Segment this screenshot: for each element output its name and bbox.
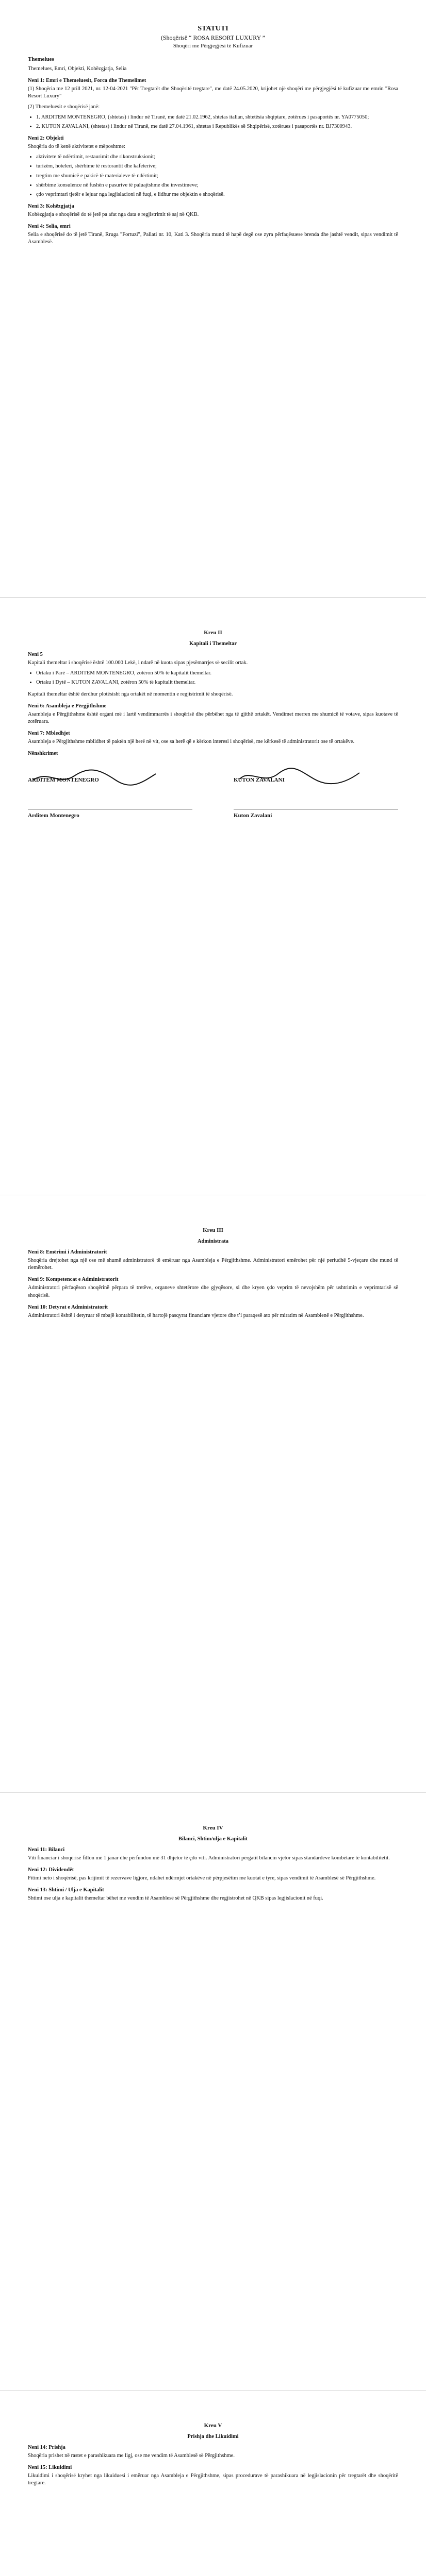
handwritten-signature — [234, 765, 398, 785]
signatures-intro: Nënshkrimet — [28, 751, 58, 757]
neni-6-text: Asambleja e Përgjithshme është organi më i lartë vendimmarrës i shoqërisë dhe përbëhet nga të gjithë ortakët. Vendimet merren me shumicë të votave, sipas kuotave të zotëruara. — [28, 711, 398, 724]
neni-6-title: Neni 6: Asambleja e Përgjithshme — [28, 703, 107, 709]
header-block — [28, 25, 398, 49]
neni-11-title: Neni 11: Bilanci — [28, 1847, 65, 1853]
signature-name: Arditem Montenegro — [28, 812, 79, 819]
neni-8-text: Shoqëria drejtohet nga një ose më shumë administratorë të emëruar nga Asambleja e Përgjithshme. Administratori emërohet për një periudhë 5-vjeçare dhe mund të riemërohet. — [28, 1258, 398, 1271]
neni-7-title: Neni 7: Mbledhjet — [28, 731, 70, 737]
signature-name: Kuton Zavalani — [234, 812, 272, 819]
neni-5-item: • Ortaku i Parë – ARDITEM MONTENEGRO, zotëron 50% të kapitalit themeltar. — [36, 670, 398, 677]
page-2 — [0, 598, 426, 1195]
signature-label: ARDITEM MONTENEGRO — [28, 777, 99, 784]
kreu-2: Kreu II — [204, 630, 222, 636]
neni-15-text: Likuidimi i shoqërisë kryhet nga likuiduesi i emëruar nga Asambleja e Përgjithshme, sipas procedurave të parashikuara në legjislacionin për tregtarët dhe shoqëritë tregtare. — [28, 2473, 398, 2486]
page-3 — [0, 1195, 426, 1793]
founders-header: Themelues — [28, 56, 54, 62]
neni-2-item: • çdo veprimtari tjetër e lejuar nga legjislacioni në fuqi, e lidhur me objektin e shoqërisë. — [36, 191, 398, 198]
doc-company-type: Shoqëri me Përgjegjësi të Kufizuar — [173, 43, 253, 49]
kreu-4: Kreu IV — [203, 1825, 223, 1831]
handwritten-signature — [28, 765, 192, 785]
page-1 — [0, 0, 426, 598]
neni-5-list — [36, 670, 398, 686]
neni-4-text: Selia e shoqërisë do të jetë Tiranë, Rruga "Fortuzi", Pallati nr. 10, Kati 3. Shoqëria mund të hapë degë ose zyra përfaqësuese brenda dhe jashtë vendit, sipas vendimit të Asamblesë. — [28, 232, 398, 245]
neni-12-text: Fitimi neto i shoqërisë, pas krijimit të rezervave ligjore, ndahet ndërmjet ortakëve në përpjesëtim me kuotat e tyre, sipas vendimit të Asamblesë së Përgjithshme. — [28, 1875, 376, 1882]
bilanci-title: Bilanci, Shtim/ulja e Kapitalit — [178, 1836, 248, 1842]
doc-subtitle: (Shoqërisë “ ROSA RESORT LUXURY ” — [160, 34, 266, 41]
company-intro-1: (1) Shoqëria me 12 prill 2021, nr. 12-04-2021 "Për Tregtarët dhe Shoqëritë tregtare", me datë 24.05.2020, krijohet një shoqëri me përgjegjësi të kufizuar me emrin "Rosa Resort Luxury" — [28, 86, 398, 99]
neni-2-item: • turizëm, hoteleri, shërbime të restorantit dhe kafeterive; — [36, 163, 398, 170]
neni-7-text: Asambleja e Përgjithshme mblidhet të paktën një herë në vit, ose sa herë që e kërkon interesi i shoqërisë, me kërkesë të administratorit ose të ortakëve. — [28, 739, 355, 745]
neni-12-title: Neni 12: Dividendët — [28, 1867, 74, 1873]
neni-5-title: Neni 5 — [28, 652, 43, 657]
founder-item: • 1. ARDITEM MONTENEGRO, (shtetas) i lindur në Tiranë, me datë 21.02.1962, shtetas italian, shtetësia shqiptare, zotërues i pasaportës nr. YA0775050; — [36, 114, 398, 121]
prishja-title: Prishja dhe Likuidimi — [187, 2434, 239, 2439]
signature-icon — [234, 765, 368, 786]
signature-row — [28, 777, 398, 819]
neni-2-list — [36, 154, 398, 198]
neni-2-item: • shërbime konsulence në fushën e pasurive të paluajtshme dhe investimeve; — [36, 182, 398, 189]
neni-4-title: Neni 4: Selia, emri — [28, 224, 71, 230]
company-intro-2: (2) Themeluesit e shoqërisë janë: — [28, 104, 100, 110]
doc-title: STATUTI — [198, 25, 228, 32]
signature-label: KUTON ZAVALANI — [234, 777, 285, 784]
administrata-title: Administrata — [197, 1239, 229, 1244]
neni-3-title: Neni 3: Kohëzgjatja — [28, 204, 74, 210]
neni-10-title: Neni 10: Detyrat e Administratorit — [28, 1304, 108, 1310]
page-4 — [0, 1793, 426, 2391]
signature-block — [28, 777, 192, 819]
neni-2-text: Shoqëria do të kenë aktivitetet e mëposhtme: — [28, 144, 125, 150]
signature-icon — [28, 765, 162, 786]
founder-item: • 2. KUTON ZAVALANI, (shtetas) i lindur në Tiranë, me datë 27.04.1961, shtetas i Republikës së Shqipërisë, zotërues i pasaportës nr. BJ7300943. — [36, 123, 398, 130]
neni-5-text-2: Kapitali themeltar është derdhur plotësisht nga ortakët në momentin e regjistrimit të shoqërisë. — [28, 691, 233, 697]
page-5 — [0, 2391, 426, 2576]
kapitali-title: Kapitali i Themeltar — [189, 641, 237, 647]
neni-5-item: • Ortaku i Dytë – KUTON ZAVALANI, zotëron 50% të kapitalit themeltar. — [36, 679, 398, 686]
neni-15-title: Neni 15: Likuidimi — [28, 2465, 72, 2471]
neni-2-item: • tregtim me shumicë e pakicë të materialeve të ndërtimit; — [36, 173, 398, 180]
kreu-5: Kreu V — [204, 2422, 222, 2429]
neni-9-title: Neni 9: Kompetencat e Administratorit — [28, 1277, 119, 1283]
neni-9-text: Administratori përfaqëson shoqërinë përpara të tretëve, organeve shtetërore dhe gjyqësore, si dhe kryen çdo veprim të nevojshëm për ushtrimin e veprimtarisë së shoqërisë. — [28, 1285, 398, 1298]
neni-13-title: Neni 13: Shtimi / Ulja e Kapitalit — [28, 1887, 104, 1893]
neni-13-text: Shtimi ose ulja e kapitalit themeltar bëhet me vendim të Asamblesë së Përgjithshme dhe regjistrohet në QKB sipas legjislacionit në fuqi. — [28, 1895, 323, 1902]
founders-text: Themelues, Emri, Objekti, Kohëzgjatja, Selia — [28, 66, 127, 72]
neni-3-text: Kohëzgjatja e shoqërisë do të jetë pa afat nga data e regjistrimit të saj në QKB. — [28, 212, 199, 218]
kreu-3: Kreu III — [203, 1227, 223, 1233]
neni-14-text: Shoqëria prishet në rastet e parashikuara me ligj, ose me vendim të Asamblesë së Përgjithshme. — [28, 2453, 235, 2459]
signature-block — [234, 777, 398, 819]
neni-11-text: Viti financiar i shoqërisë fillon më 1 janar dhe përfundon më 31 dhjetor të çdo viti. Administratori përgatit bilancin vjetor sipas standardeve kombëtare të kontabilitetit. — [28, 1855, 390, 1861]
neni-14-title: Neni 14: Prishja — [28, 2445, 65, 2450]
neni-5-text: Kapitali themeltar i shoqërisë është 100.000 Lekë, i ndarë në kuota sipas pjesëmarrjes së secilit ortak. — [28, 660, 248, 666]
founders-list — [36, 114, 398, 130]
neni-10-text: Administratori është i detyruar të mbajë kontabilitetin, të hartojë pasqyrat financiare vjetore dhe t’i paraqesë ato për miratim në Asamblenë e Përgjithshme. — [28, 1312, 364, 1318]
neni-8-title: Neni 8: Emërimi i Administratorit — [28, 1249, 107, 1255]
neni-2-title: Neni 2: Objekti — [28, 135, 64, 142]
company-section-title: Neni 1: Emri e Themeluesit, Forca dhe Themelimet — [28, 78, 146, 84]
neni-2-item: • aktivitete të ndërtimit, restaurimit dhe rikonstruksionit; — [36, 154, 398, 161]
